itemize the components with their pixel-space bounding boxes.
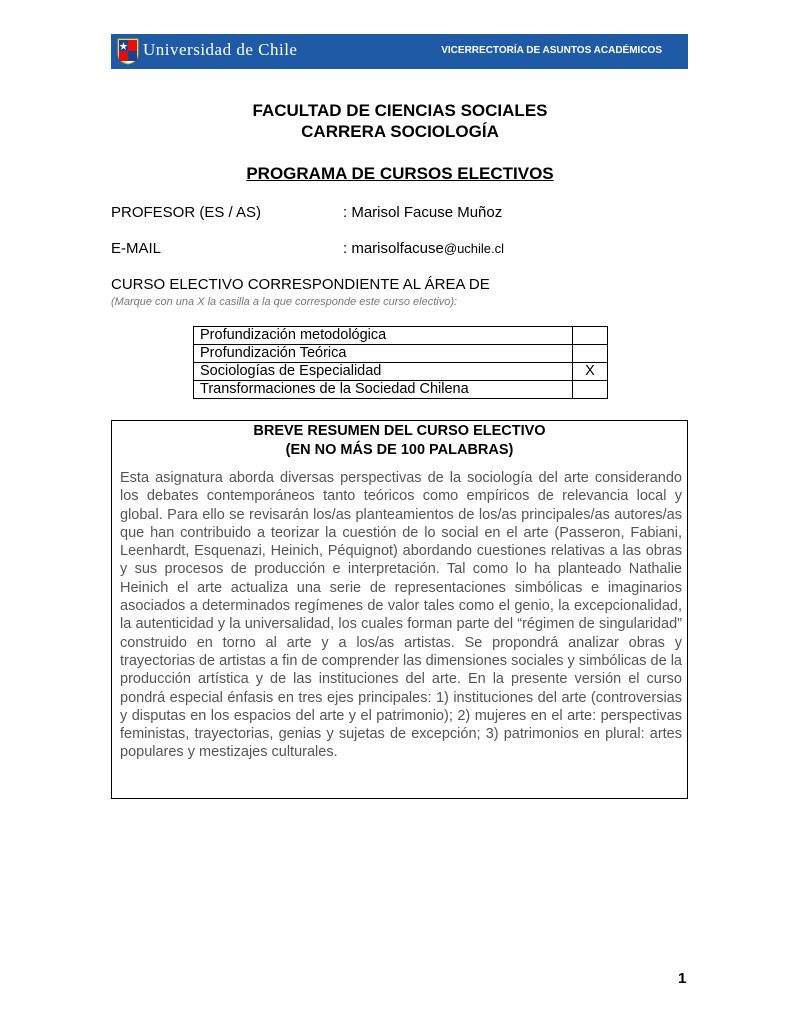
summary-subtitle: (EN NO MÁS DE 100 PALABRAS) xyxy=(285,442,514,458)
area-option-mark xyxy=(573,345,608,363)
area-option-mark xyxy=(573,327,608,345)
email-prefix: : marisolfacuse xyxy=(343,240,444,257)
summary-box xyxy=(111,420,688,799)
area-option-label: Profundización metodológica xyxy=(194,327,573,345)
program-title: PROGRAMA DE CURSOS ELECTIVOS xyxy=(246,164,554,183)
page-number: 1 xyxy=(678,970,687,987)
area-option-label: Sociologías de Especialidad xyxy=(194,363,573,381)
university-name: Universidad de Chile xyxy=(143,40,298,59)
area-heading: CURSO ELECTIVO CORRESPONDIENTE AL ÁREA DE xyxy=(111,276,490,293)
header-banner xyxy=(111,34,688,69)
faculty-title: FACULTAD DE CIENCIAS SOCIALES xyxy=(252,101,548,120)
table-row xyxy=(194,327,608,345)
table-row xyxy=(194,363,608,381)
area-option-mark xyxy=(573,381,608,399)
university-crest-icon xyxy=(117,38,139,65)
summary-title: BREVE RESUMEN DEL CURSO ELECTIVO xyxy=(253,423,546,439)
email-value xyxy=(343,240,504,257)
summary-body: Esta asignatura aborda diversas perspectivas de la sociología del arte considerando los debates contemporáneos tanto teóricos como empíricos de relevancia local y global. Para ello se revisarán los/as planteamientos de los/as principales/as autores/as que han contribuido a teorizar la cuestión de lo social en el arte (Passeron, Fabiani, Leenhardt, Esquenazi, Heinich, Péquignot) abordando cuestiones relativas a las obras y sus procesos de producción e interpretación. Tal como lo ha planteado Nathalie Heinich el arte actualiza una serie de representaciones simbólicas e imaginarios asociados a determinados regímenes de valor tales como el genio, la excepcionalidad, la autenticidad y la universalidad, los cuales forman parte del “régimen de singularidad” construido en torno al arte y a los/as artistas. Se propondrá analizar obras y trayectorias de artistas a fin de comprender las dimensiones sociales y simbólicas de la producción artística y de las instituciones del arte. En la presente versión el curso pondrá especial énfasis en tres ejes principales: 1) instituciones del arte (controversias y disputas en los espacios del arte y el patrimonio); 2) mujeres en el arte: perspectivas feministas, trayectorias, genias y sujetas de excepción; 3) patrimonios en plural: artes populares y mestizajes culturales. xyxy=(120,470,682,761)
table-row xyxy=(194,345,608,363)
area-note: (Marque con una X la casilla a la que corresponde este curso electivo): xyxy=(111,296,458,308)
area-option-mark: X xyxy=(573,363,608,381)
email-domain: @uchile.cl xyxy=(443,241,505,256)
vicerrectoria-label: VICERRECTORÍA DE ASUNTOS ACADÉMICOS xyxy=(441,45,662,56)
area-option-label: Transformaciones de la Sociedad Chilena xyxy=(194,381,573,399)
table-row xyxy=(194,381,608,399)
professor-value: : Marisol Facuse Muñoz xyxy=(343,204,503,221)
professor-label: PROFESOR (ES / AS) xyxy=(111,204,262,221)
area-table xyxy=(193,326,608,399)
career-title: CARRERA SOCIOLOGÍA xyxy=(301,122,499,141)
area-option-label: Profundización Teórica xyxy=(194,345,573,363)
email-label: E-MAIL xyxy=(111,240,162,257)
